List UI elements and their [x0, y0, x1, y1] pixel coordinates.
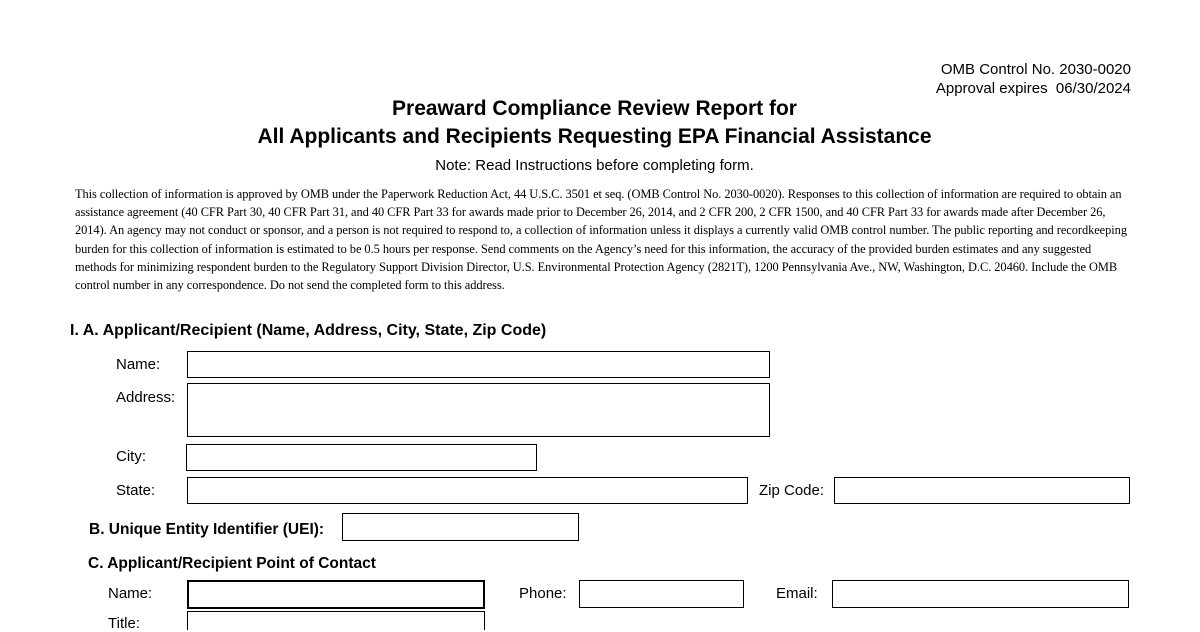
section-a-heading: I. A. Applicant/Recipient (Name, Address, City, State, Zip Code)	[70, 322, 547, 339]
applicant-address-label: Address:	[116, 389, 176, 406]
contact-email-label: Email:	[776, 585, 818, 602]
applicant-state-label: State:	[116, 482, 156, 499]
omb-control-number: OMB Control No. 2030-0020	[940, 61, 1131, 78]
applicant-zip-field[interactable]	[834, 477, 1130, 504]
omb-control-block	[936, 60, 1131, 98]
section-c-heading: C. Applicant/Recipient Point of Contact	[88, 555, 376, 572]
applicant-state-field[interactable]	[187, 477, 748, 504]
applicant-city-label: City:	[116, 448, 146, 465]
paperwork-burden-statement: This collection of information is approved by OMB under the Paperwork Reduction Act, 44 U.S.C. 3501 et seq. (OMB Control No. 2030-0020). Responses to this collection of information are required to obtain an assistance agreement (40 CFR Part 30, 40 CFR Part 31, and 40 CFR Part 33 for awards made prior to December 26, 2014, and 2 CFR 200, 2 CFR 1500, and 40 CFR Part 33 for awards made after December 26, 2014). An agency may not conduct or sponsor, and a person is not required to respond to, a collection of information unless it displays a currently valid OMB control number. The public reporting and recordkeeping burden for this collection of information is estimated to be 0.5 hours per response. Send comments on the Agency’s need for this information, the accuracy of the provided burden estimates and any suggested methods for minimizing respondent burden to the Regulatory Support Division Director, U.S. Environmental Protection Agency (2821T), 1200 Pennsylvania Ave., NW, Washington, D.C. 20460. Include the OMB control number in any correspondence. Do not send the completed form to this address.	[75, 187, 1127, 293]
applicant-name-label: Name:	[116, 356, 161, 373]
applicant-zip-label: Zip Code:	[759, 482, 825, 499]
contact-name-field[interactable]	[187, 580, 485, 609]
contact-phone-field[interactable]	[579, 580, 744, 608]
contact-phone-label: Phone:	[519, 585, 567, 602]
form-title-line-1: Preaward Compliance Review Report for	[392, 97, 797, 120]
applicant-address-field[interactable]	[187, 383, 770, 437]
contact-title-field[interactable]	[187, 611, 485, 630]
approval-expiration: Approval expires 06/30/2024	[935, 80, 1131, 97]
instructions-note: Note: Read Instructions before completing form.	[435, 157, 754, 174]
contact-title-label: Title:	[108, 615, 140, 632]
applicant-name-field[interactable]	[187, 351, 770, 378]
contact-name-label: Name:	[108, 585, 153, 602]
applicant-city-field[interactable]	[186, 444, 537, 471]
contact-email-field[interactable]	[832, 580, 1129, 608]
uei-field[interactable]	[342, 513, 579, 541]
form-title-line-2: All Applicants and Recipients Requesting EPA Financial Assistance	[257, 125, 932, 148]
section-b-heading: B. Unique Entity Identifier (UEI):	[89, 521, 325, 538]
